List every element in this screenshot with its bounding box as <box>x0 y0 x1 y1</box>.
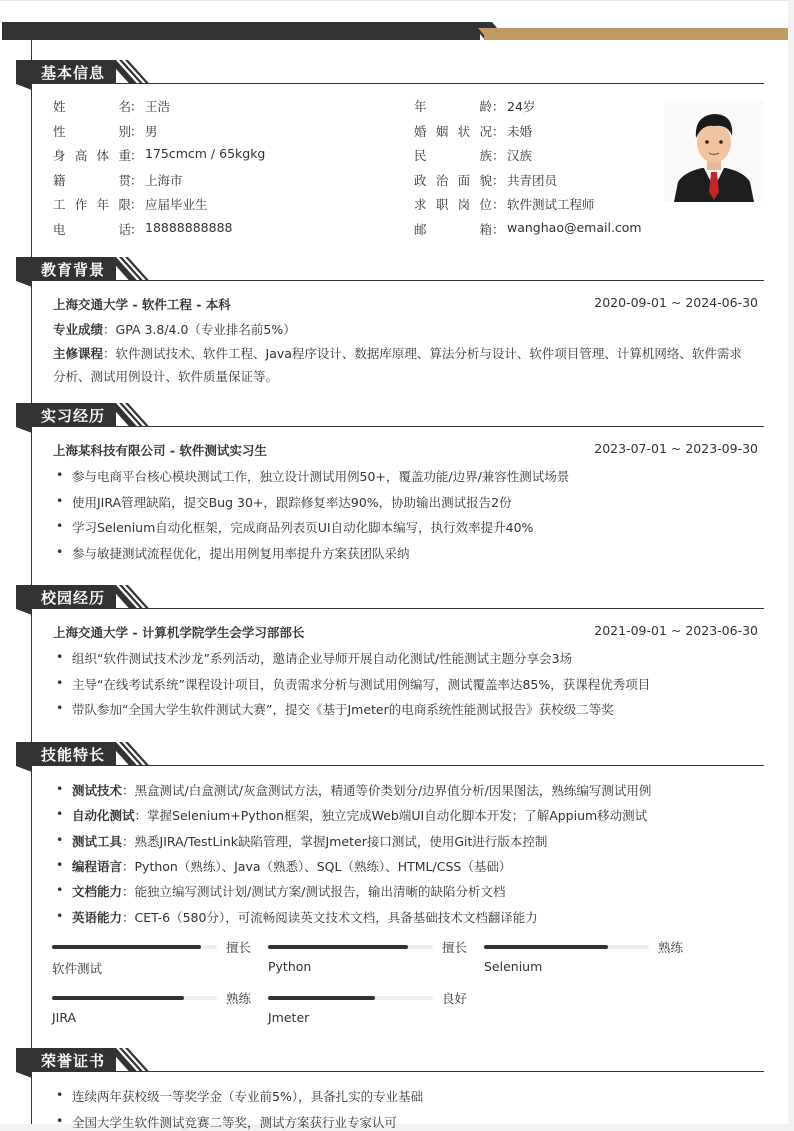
info-value: 175cmcm / 65kgkg <box>145 146 266 161</box>
skill-level: 擅长 <box>442 940 468 955</box>
info-label-char: 年 <box>414 99 427 114</box>
gpa-label: 专业成绩 <box>53 322 104 337</box>
info-label-char: 作 <box>74 197 88 212</box>
skill-name: Python <box>268 959 312 974</box>
internship-title: 上海某科技有限公司 - 软件测试实习生 <box>53 443 267 458</box>
info-value: 王浩 <box>145 99 171 114</box>
education-gpa <box>53 320 296 338</box>
info-label-char: 别 <box>118 123 131 139</box>
info-label <box>53 220 131 238</box>
info-label-char: 治 <box>435 172 449 188</box>
info-label <box>414 220 492 238</box>
section-title: 基本信息 <box>41 64 106 82</box>
info-label-char: 姻 <box>435 123 449 139</box>
skill-item-text <box>72 806 647 824</box>
skill-progress-bar <box>52 945 217 949</box>
gpa-value: ：GPA 3.8/4.0（专业排名前5%） <box>103 322 296 337</box>
internship-date: 2023-07-01 ~ 2023-09-30 <box>594 441 758 456</box>
skill-desc: ：CET-6（580分），可流畅阅读英文技术文档，具备基础技术文档翻译能力 <box>122 909 538 925</box>
campus-title: 上海交通大学 - 计算机学院学生会学习部部长 <box>53 625 305 640</box>
section-header-internship <box>16 403 764 427</box>
skill-label: 测试技术 <box>72 783 123 798</box>
info-colon: ： <box>492 172 505 188</box>
education-title: 上海交通大学 - 软件工程 - 本科 <box>53 297 231 312</box>
skill-desc: ：黑盒测试/白盒测试/灰盒测试方法，精通等价类划分/边界值分析/因果图法，熟练编写测试用例 <box>122 783 652 798</box>
info-label <box>53 122 131 140</box>
section-title: 荣誉证书 <box>41 1052 106 1070</box>
info-value: 共青团员 <box>507 172 558 188</box>
courses-label: 主修课程 <box>53 346 104 361</box>
info-label-char: 身 <box>53 148 66 163</box>
info-label-char: 岗 <box>457 197 471 212</box>
list-item-text: 全国大学生软件测试竞赛二等奖，测试方案获行业专家认可 <box>72 1114 398 1130</box>
skill-progress-fill <box>52 945 201 949</box>
list-item-text: 主导“在线考试系统”课程设计项目，负责需求分析与测试用例编写，测试覆盖率达85%，获课程优秀项目 <box>72 676 651 692</box>
list-item-text: 学习Selenium自动化框架，完成商品列表页UI自动化脚本编写，执行效率提升40% <box>72 520 534 535</box>
info-label-char: 姓 <box>53 99 66 114</box>
section-header-skills <box>16 742 764 766</box>
list-item-text: 组织“软件测试技术沙龙”系列活动，邀请企业导师开展自动化测试/性能测试主题分享会3场 <box>72 651 573 666</box>
info-label-char: 民 <box>414 148 427 163</box>
education-courses <box>53 344 742 362</box>
info-label <box>414 146 492 164</box>
section-title: 教育背景 <box>41 261 106 279</box>
list-item-text: 带队参加“全国大学生软件测试大赛”，提交《基于Jmeter的电商系统性能测试报告》获校级二等奖 <box>72 702 614 717</box>
courses-line1: ：软件测试技术、软件工程、Java程序设计、数据库原理、算法分析与设计、软件项目管理、计算机网络、软件需求 <box>103 346 742 361</box>
section-title: 实习经历 <box>41 407 106 425</box>
info-label-char: 龄 <box>479 99 492 114</box>
header-bar-gold <box>484 28 788 40</box>
info-label-char: 位 <box>479 197 492 212</box>
info-value: 男 <box>145 123 158 139</box>
info-label-char: 况 <box>479 123 492 139</box>
skill-desc: ：熟悉JIRA/TestLink缺陷管理，掌握Jmeter接口测试，使用Git进行版本控制 <box>122 833 548 849</box>
info-label <box>53 171 131 189</box>
info-label-char: 职 <box>435 197 449 212</box>
skill-item-text <box>72 882 505 900</box>
info-value: 18888888888 <box>145 219 233 235</box>
skill-level: 熟练 <box>658 940 684 955</box>
info-label <box>414 122 492 140</box>
list-item-text: 参与电商平台核心模块测试工作，独立设计测试用例50+，覆盖功能/边界/兼容性测试场景 <box>72 469 570 484</box>
info-value: 应届毕业生 <box>145 197 208 212</box>
info-label <box>414 195 492 213</box>
info-label-char: 面 <box>457 172 471 188</box>
skill-progress-fill <box>52 996 184 1000</box>
section-header-education <box>16 257 764 281</box>
campus-date: 2021-09-01 ~ 2023-06-30 <box>594 623 758 638</box>
info-value: wanghao@email.com <box>507 219 642 235</box>
info-label <box>414 97 492 115</box>
info-colon: ： <box>130 123 143 139</box>
info-label-char: 族 <box>479 148 492 163</box>
section-header-basic <box>16 60 764 84</box>
info-colon: ： <box>130 221 143 237</box>
education-courses-line2: 分析、测试用例设计、软件质量保证等。 <box>53 369 279 384</box>
info-label-char: 电 <box>53 221 66 237</box>
skill-label: 编程语言 <box>72 858 123 874</box>
info-colon: ： <box>492 197 505 212</box>
avatar-icon <box>664 100 764 202</box>
skill-item-text <box>72 832 547 850</box>
info-colon: ： <box>492 148 505 163</box>
skill-desc: ：能独立编写测试计划/测试方案/测试报告，输出清晰的缺陷分析文档 <box>122 884 506 900</box>
skill-name: Jmeter <box>268 1010 310 1025</box>
info-label-char: 籍 <box>53 172 66 188</box>
skill-label: 文档能力 <box>72 884 123 900</box>
skill-label: 自动化测试 <box>72 808 135 824</box>
info-label-char: 邮 <box>414 221 427 237</box>
info-label-char: 高 <box>74 148 88 163</box>
info-label-char: 状 <box>457 123 471 139</box>
skill-level: 良好 <box>442 991 468 1006</box>
info-colon: ： <box>130 99 143 114</box>
info-label-char: 体 <box>96 148 110 163</box>
info-label <box>53 195 131 213</box>
info-value: 汉族 <box>507 148 533 163</box>
skill-name: 软件测试 <box>52 961 103 976</box>
skill-progress-fill <box>268 945 408 949</box>
skill-progress-bar <box>52 996 217 1000</box>
skill-progress-fill <box>484 945 608 949</box>
info-label <box>414 171 492 189</box>
profile-photo <box>664 100 764 202</box>
skill-desc: ：Python（熟练）、Java（熟悉）、SQL（熟练）、HTML/CSS（基础） <box>122 858 512 874</box>
skill-item-text <box>72 857 511 875</box>
info-label-char: 政 <box>414 172 427 188</box>
info-label-char: 重 <box>118 148 131 163</box>
info-value: 上海市 <box>145 172 183 188</box>
list-item-text: 使用JIRA管理缺陷，提交Bug 30+，跟踪修复率达90%，协助输出测试报告2份 <box>72 494 512 510</box>
skill-progress-bar <box>268 945 433 949</box>
skill-item-text <box>72 908 538 926</box>
info-colon: ： <box>130 148 143 163</box>
skill-level: 擅长 <box>226 940 252 955</box>
list-item-text: 连续两年获校级一等奖学金（专业前5%），具备扎实的专业基础 <box>72 1089 424 1104</box>
info-label <box>53 146 131 164</box>
skill-label: 英语能力 <box>72 909 123 925</box>
info-colon: ： <box>492 123 505 139</box>
info-label-char: 名 <box>118 99 131 114</box>
skill-label: 测试工具 <box>72 833 123 849</box>
section-header-campus <box>16 585 764 609</box>
info-value: 24岁 <box>507 99 536 114</box>
info-value: 未婚 <box>507 123 533 139</box>
skill-name: Selenium <box>484 959 543 974</box>
skill-progress-bar <box>484 945 649 949</box>
info-label <box>53 97 131 115</box>
left-rule <box>31 40 32 1124</box>
info-colon: ： <box>492 99 505 114</box>
info-label-char: 年 <box>96 197 110 212</box>
info-colon: ： <box>130 172 143 188</box>
header-bar-dark <box>2 22 480 40</box>
info-label-char: 性 <box>53 123 66 139</box>
info-label-char: 箱 <box>479 221 492 237</box>
info-colon: ： <box>130 197 143 212</box>
info-label-char: 求 <box>414 197 427 212</box>
info-label-char: 婚 <box>414 123 427 139</box>
info-colon: ： <box>492 221 505 237</box>
skill-progress-fill <box>268 996 375 1000</box>
skill-progress-bar <box>268 996 433 1000</box>
info-label-char: 贯 <box>118 172 131 188</box>
section-header-honors <box>16 1048 764 1072</box>
skill-item-text <box>72 781 651 799</box>
info-label-char: 限 <box>118 197 131 212</box>
info-label-char: 工 <box>53 197 66 212</box>
education-date: 2020-09-01 ~ 2024-06-30 <box>594 295 758 310</box>
info-label-char: 貌 <box>479 172 492 188</box>
section-title: 校园经历 <box>41 589 106 607</box>
section-title: 技能特长 <box>41 746 106 764</box>
list-item-text: 参与敏捷测试流程优化，提出用例复用率提升方案获团队采纳 <box>72 545 410 561</box>
info-value: 软件测试工程师 <box>507 197 595 212</box>
info-label-char: 话 <box>118 221 131 237</box>
skill-desc: ：掌握Selenium+Python框架，独立完成Web端UI自动化脚本开发；了解Appium移动测试 <box>134 808 648 824</box>
skill-level: 熟练 <box>226 991 252 1006</box>
skill-name: JIRA <box>52 1010 77 1025</box>
